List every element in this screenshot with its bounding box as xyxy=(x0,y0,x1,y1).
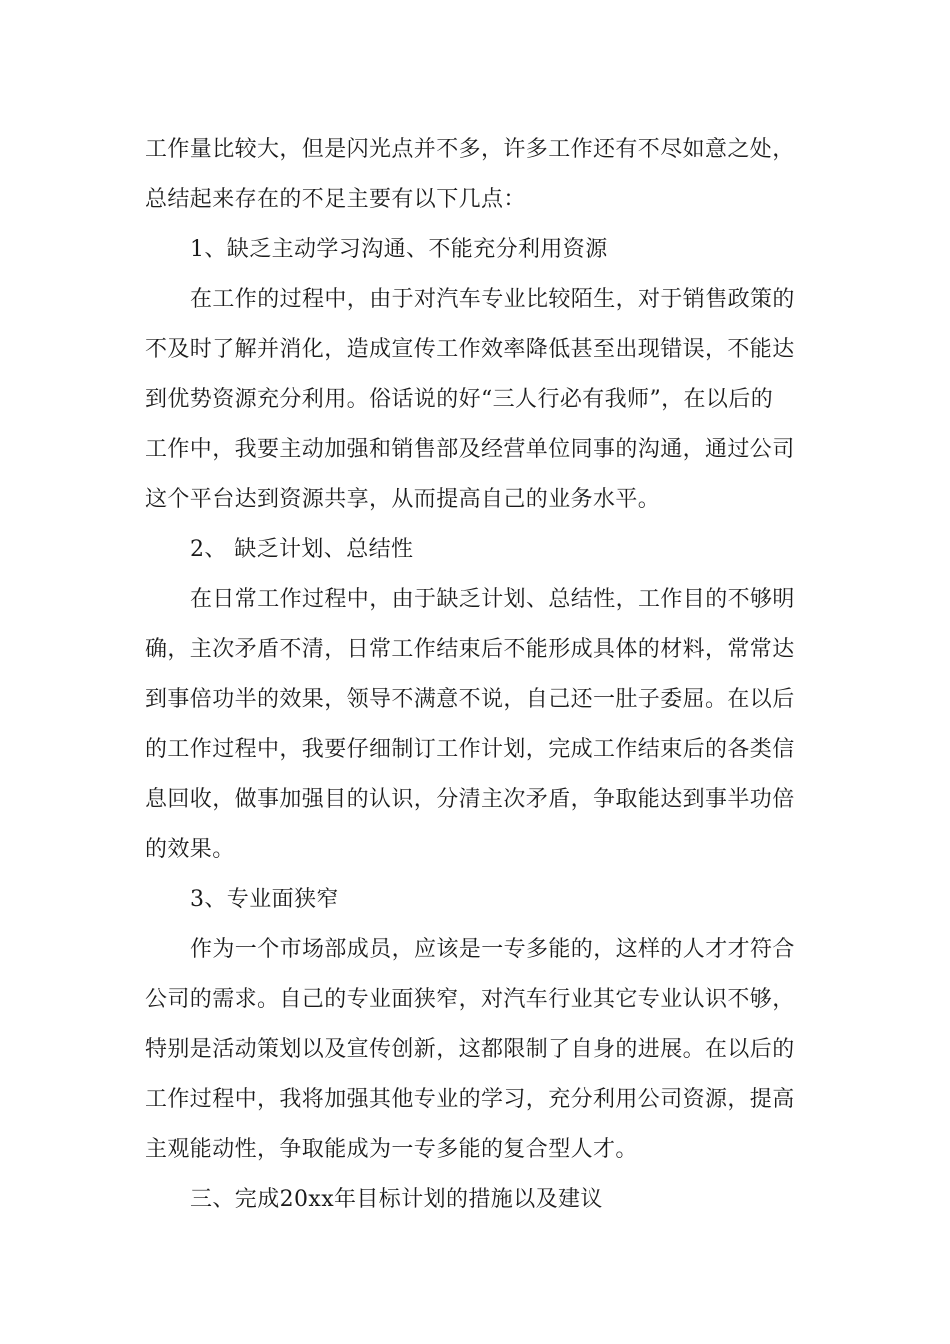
paragraph-line: 到优势资源充分利用。俗话说的好“三人行必有我师”，在以后的 xyxy=(145,387,774,412)
paragraph-line: 息回收，做事加强目的认识，分清主次矛盾，争取能达到事半功倍 xyxy=(145,787,795,812)
paragraph-line: 工作量比较大，但是闪光点并不多，许多工作还有不尽如意之处， xyxy=(145,137,795,162)
paragraph-line: 在工作的过程中，由于对汽车专业比较陌生，对于销售政策的 xyxy=(190,287,795,312)
paragraph-line: 确，主次矛盾不清，日常工作结束后不能形成具体的材料，常常达 xyxy=(145,637,795,662)
paragraph-line: 公司的需求。自己的专业面狭窄，对汽车行业其它专业认识不够， xyxy=(145,987,795,1012)
paragraph-line: 不及时了解并消化，造成宣传工作效率降低甚至出现错误，不能达 xyxy=(145,337,795,362)
paragraph-line: 这个平台达到资源共享，从而提高自己的业务水平。 xyxy=(145,487,661,512)
section-heading-2: 2、 缺乏计划、总结性 xyxy=(190,537,414,562)
paragraph-line: 作为一个市场部成员，应该是一专多能的，这样的人才才符合 xyxy=(190,937,795,962)
paragraph-line: 工作过程中，我将加强其他专业的学习，充分利用公司资源，提高 xyxy=(145,1087,795,1112)
paragraph-line: 工作中，我要主动加强和销售部及经营单位同事的沟通，通过公司 xyxy=(145,437,795,462)
paragraph-line: 总结起来存在的不足主要有以下几点： xyxy=(145,187,526,212)
paragraph-line: 的工作过程中，我要仔细制订工作计划，完成工作结束后的各类信 xyxy=(145,737,795,762)
paragraph-line: 主观能动性，争取能成为一专多能的复合型人才。 xyxy=(145,1137,638,1162)
paragraph-line: 在日常工作过程中，由于缺乏计划、总结性，工作目的不够明 xyxy=(190,587,795,612)
section-heading-1: 1、缺乏主动学习沟通、不能充分利用资源 xyxy=(190,237,608,262)
paragraph-line: 特别是活动策划以及宣传创新，这都限制了自身的进展。在以后的 xyxy=(145,1037,795,1062)
section-heading-main: 三、完成20xx年目标计划的措施以及建议 xyxy=(190,1187,603,1212)
paragraph-line: 到事倍功半的效果，领导不满意不说，自己还一肚子委屈。在以后 xyxy=(145,687,795,712)
paragraph-line: 的效果。 xyxy=(145,837,235,862)
section-heading-3: 3、专业面狭窄 xyxy=(190,887,339,912)
